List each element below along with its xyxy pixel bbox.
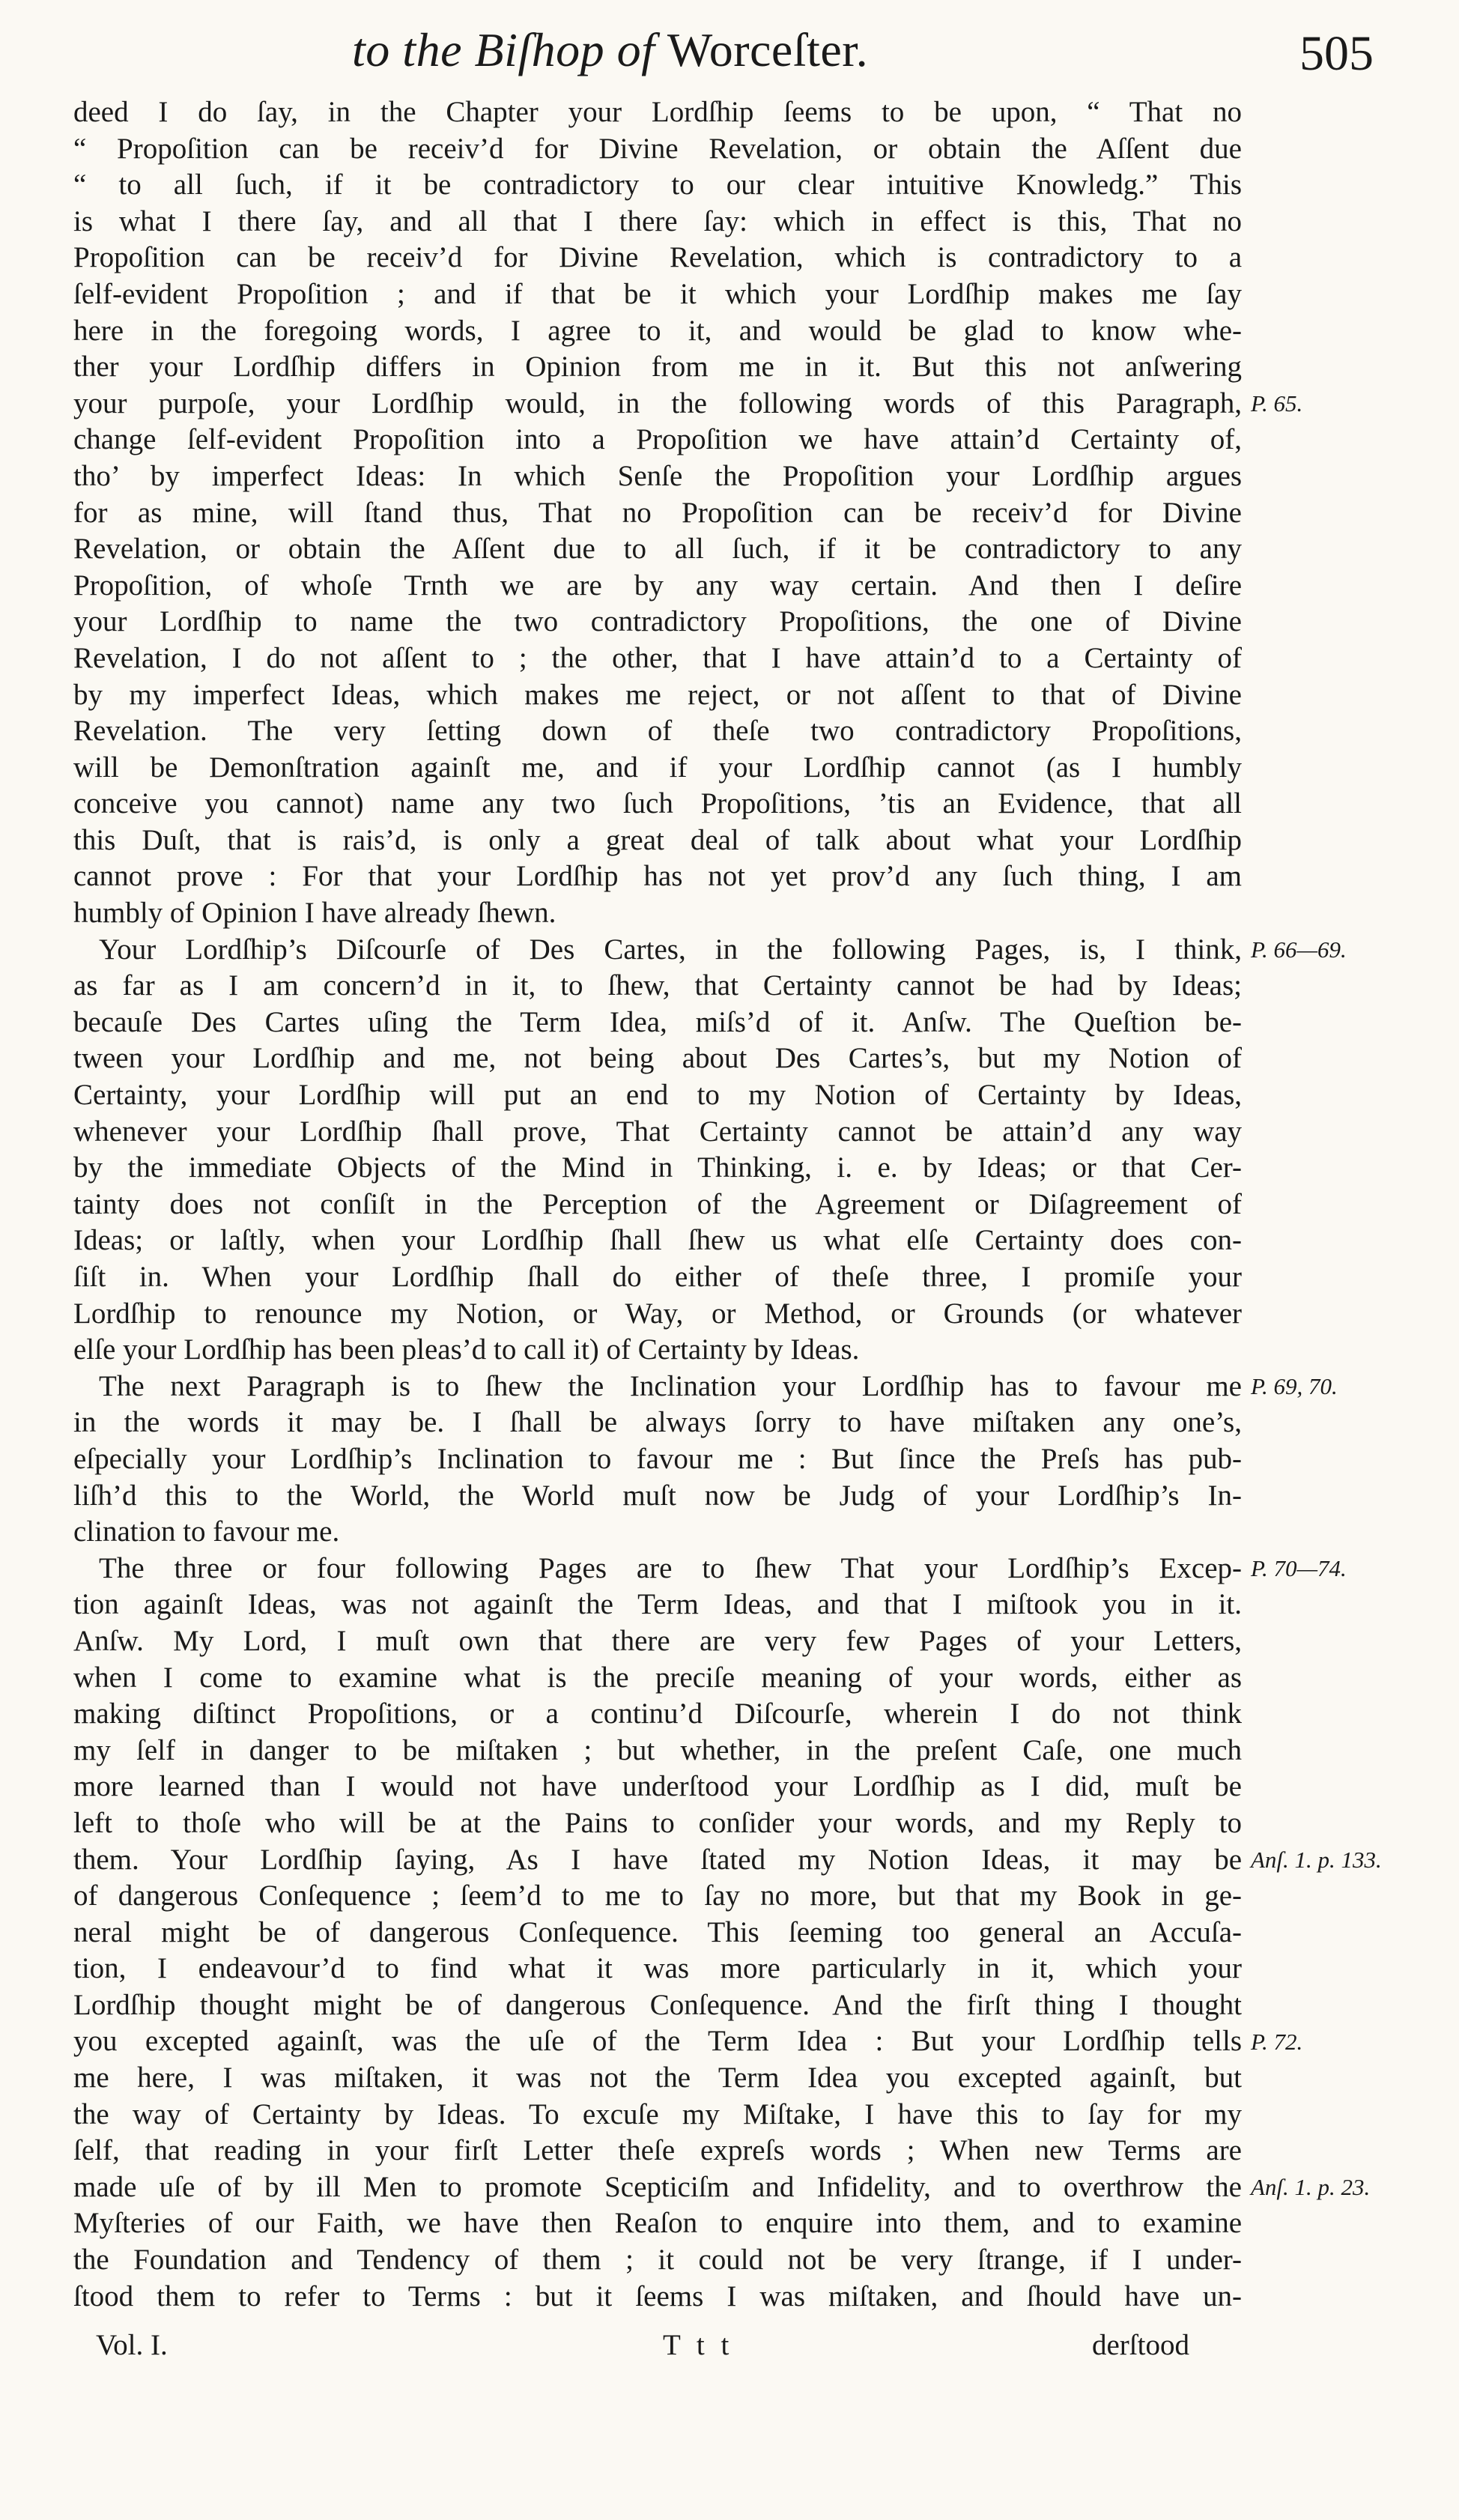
text-line: left to thoſe who will be at the Pains to conſider your words, and my Reply to	[73, 1806, 1242, 1839]
margin-note: P. 66—69.	[1251, 936, 1347, 963]
text-line: deed I do ſay, in the Chapter your Lordſhip ſeems to be upon, “ That no	[73, 96, 1242, 128]
text-line: cannot prove : For that your Lordſhip has not yet prov’d any ſuch thing, I am	[73, 860, 1242, 893]
text-line: conceive you cannot) name any two ſuch Propoſitions, ’tis an Evidence, that all	[73, 787, 1242, 820]
text-line: eſpecially your Lordſhip’s Inclination to favour me : But ſince the Preſs has pub-	[73, 1442, 1242, 1475]
text-line: Revelation. The very ſetting down of theſe two contradictory Propoſitions,	[73, 715, 1242, 748]
text-line: them. Your Lordſhip ſaying, As I have ſtated my Notion Ideas, it may be	[73, 1843, 1242, 1876]
text-line: neral might be of dangerous Conſequence. This ſeeming too general an Accuſa-	[73, 1915, 1242, 1948]
text-line: your Lordſhip to name the two contradictory Propoſitions, the one of Divine	[73, 605, 1242, 638]
text-line: in the words it may be. I ſhall be always ſorry to have miſtaken any one’s,	[73, 1406, 1242, 1439]
text-line: tween your Lordſhip and me, not being about Des Cartes’s, but my Notion of	[73, 1042, 1242, 1075]
text-line: tion againſt Ideas, was not againſt the Term Ideas, and that I miſtook you in it.	[73, 1588, 1242, 1621]
text-line: more learned than I would not have underſtood your Lordſhip as I did, muſt be	[73, 1770, 1242, 1803]
text-line: Certainty, your Lordſhip will put an end to my Notion of Certainty by Ideas,	[73, 1079, 1242, 1112]
text-line: making diſtinct Propoſitions, or a continu’d Diſcourſe, wherein I do not think	[73, 1697, 1242, 1730]
text-line: by the immediate Objects of the Mind in Thinking, i. e. by Ideas; or that Cer-	[73, 1151, 1242, 1184]
text-line: change ſelf-evident Propoſition into a Propoſition we have attain’d Certainty of,	[73, 423, 1242, 456]
text-line: ther your Lordſhip differs in Opinion from me in it. But this not anſwering	[73, 351, 1242, 384]
text-line: ſtood them to refer to Terms : but it ſeems I was miſtaken, and ſhould have un-	[73, 2280, 1242, 2312]
text-line: my ſelf in danger to be miſtaken ; but whether, in the preſent Caſe, one much	[73, 1733, 1242, 1766]
text-line: liſh’d this to the World, the World muſt now be Judg of your Lordſhip’s In-	[73, 1479, 1242, 1512]
margin-note: P. 72.	[1251, 2028, 1303, 2055]
text-line: Lordſhip thought might be of dangerous Conſequence. And the firſt thing I thought	[73, 1988, 1242, 2021]
margin-note: P. 70—74.	[1251, 1555, 1347, 1581]
text-line: Ideas; or laſtly, when your Lordſhip ſhall ſhew us what elſe Certainty does con-	[73, 1224, 1242, 1257]
text-line: Revelation, or obtain the Aſſent due to all ſuch, if it be contradictory to any	[73, 533, 1242, 566]
page-header	[0, 22, 1459, 82]
margin-note: P. 65.	[1251, 390, 1303, 417]
text-line: tho’ by imperfect Ideas: In which Senſe the Propoſition your Lordſhip argues	[73, 459, 1242, 492]
margin-note: P. 69, 70.	[1251, 1373, 1338, 1399]
text-line: is what I there ſay, and all that I there ſay: which in effect is this, That no	[73, 205, 1242, 237]
text-line: elſe your Lordſhip has been pleas’d to call it) of Certainty by Ideas.	[73, 1333, 860, 1366]
running-title	[352, 22, 868, 78]
text-line: humbly of Opinion I have already ſhewn.	[73, 897, 556, 930]
text-line: you excepted againſt, was the uſe of the Term Idea : But your Lordſhip tells	[73, 2025, 1242, 2058]
text-line: your purpoſe, your Lordſhip would, in the following words of this Paragraph,	[73, 387, 1242, 420]
text-line: tainty does not conſiſt in the Perception of the Agreement or Diſagreement of	[73, 1187, 1242, 1220]
text-line: Revelation, I do not aſſent to ; the other, that I have attain’d to a Certainty of	[73, 641, 1242, 674]
text-line: “ Propoſition can be receiv’d for Divine Revelation, or obtain the Aſſent due	[73, 132, 1242, 165]
running-title-roman: Worceſter.	[667, 23, 869, 76]
text-line: tion, I endeavour’d to find what it was more particularly in it, which your	[73, 1952, 1242, 1985]
running-title-italic: to the Biſhop of	[352, 23, 667, 76]
text-line: Lordſhip to renounce my Notion, or Way, or Method, or Grounds (or whatever	[73, 1297, 1242, 1330]
text-line: made uſe of by ill Men to promote Scepticiſm and Infidelity, and to overthrow the	[73, 2170, 1242, 2203]
text-line: for as mine, will ſtand thus, That no Propoſition can be receiv’d for Divine	[73, 496, 1242, 529]
text-line: Propoſition can be receiv’d for Divine Revelation, which is contradictory to a	[73, 241, 1242, 274]
text-line: ſelf, that reading in your firſt Letter theſe expreſs words ; When new Terms are	[73, 2134, 1242, 2167]
text-line: clination to favour me.	[73, 1515, 340, 1548]
page-footer	[0, 2328, 1459, 2373]
signature-mark: T t t	[663, 2329, 734, 2361]
text-line: Propoſition, of whoſe Trnth we are by any way certain. And then I deſire	[73, 569, 1242, 602]
text-line: the way of Certainty by Ideas. To excuſe my Miſtake, I have this to ſay for my	[73, 2098, 1242, 2130]
text-line: the Foundation and Tendency of them ; it could not be very ſtrange, if I under-	[73, 2244, 1242, 2277]
text-line: me here, I was miſtaken, it was not the Term Idea you excepted againſt, but	[73, 2062, 1242, 2095]
volume-label: Vol. I.	[96, 2329, 168, 2361]
text-line: when I come to examine what is the preciſe meaning of your words, either as	[73, 1661, 1242, 1694]
text-line: ſiſt in. When your Lordſhip ſhall do either of theſe three, I promiſe your	[73, 1261, 1242, 1293]
text-line: by my imperfect Ideas, which makes me reject, or not aſſent to that of Divine	[73, 678, 1242, 711]
text-line: The next Paragraph is to ſhew the Inclination your Lordſhip has to favour me	[99, 1369, 1242, 1402]
text-line: The three or four following Pages are to ſhew That your Lordſhip’s Excep-	[99, 1551, 1242, 1584]
text-line: will be Demonſtration againſt me, and if your Lordſhip cannot (as I humbly	[73, 751, 1242, 784]
text-line: Myſteries of our Faith, we have then Reaſon to enquire into them, and to examine	[73, 2207, 1242, 2240]
text-line: Anſw. My Lord, I muſt own that there are very few Pages of your Letters,	[73, 1624, 1242, 1657]
text-line: Your Lordſhip’s Diſcourſe of Des Cartes, in the following Pages, is, I think,	[99, 933, 1242, 966]
margin-note: Anſ. 1. p. 23.	[1251, 2174, 1371, 2201]
body-text	[73, 94, 1242, 2315]
catchword: derſtood	[1092, 2329, 1189, 2361]
margin-note: Anſ. 1. p. 133.	[1251, 1846, 1382, 1873]
text-line: of dangerous Conſequence ; ſeem’d to me to ſay no more, but that my Book in ge-	[73, 1880, 1242, 1912]
text-line: here in the foregoing words, I agree to it, and would be glad to know whe-	[73, 314, 1242, 347]
text-line: this Duſt, that is rais’d, is only a great deal of talk about what your Lordſhip	[73, 823, 1242, 856]
text-line: whenever your Lordſhip ſhall prove, That Certainty cannot be attain’d any way	[73, 1115, 1242, 1148]
text-line: becauſe Des Cartes uſing the Term Idea, miſs’d of it. Anſw. The Queſtion be-	[73, 1005, 1242, 1038]
text-line: ſelf-evident Propoſition ; and if that be it which your Lordſhip makes me ſay	[73, 277, 1242, 310]
page-number: 505	[1299, 26, 1374, 81]
text-line: as far as I am concern’d in it, to ſhew, that Certainty cannot be had by Ideas;	[73, 969, 1242, 1002]
text-line: “ to all ſuch, if it be contradictory to our clear intuitive Knowledg.” This	[73, 169, 1242, 202]
